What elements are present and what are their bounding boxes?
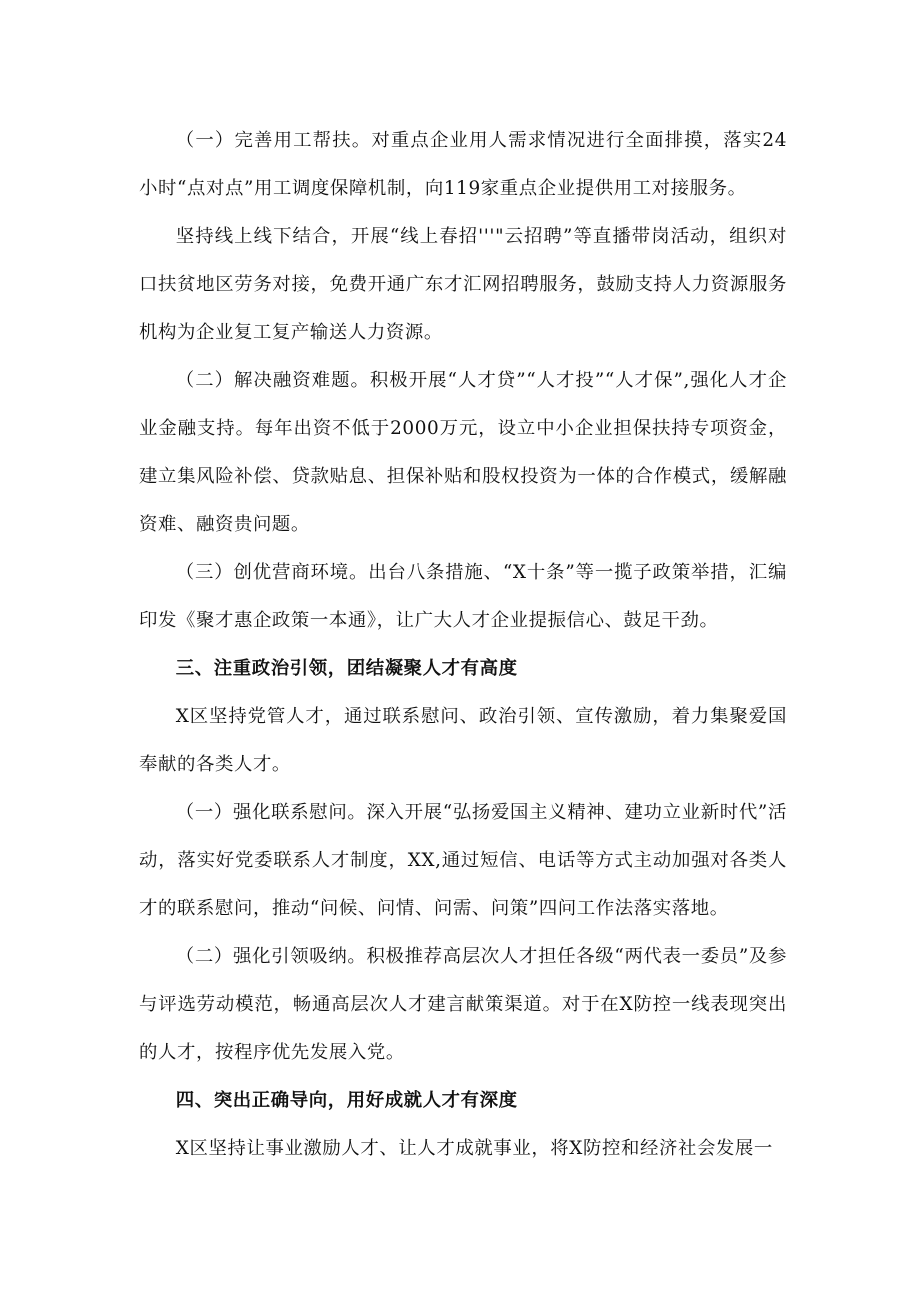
paragraph-guidance-absorption: （二）强化引领吸纳。积极推荐高层次人才担任各级“两代表一委员”及参与评选劳动模范，畅通高层次人才建言献策渠道。对于在X防控一线表现突出的人才，按程序优先发展入党。 (139, 946, 787, 1063)
section-heading-three: 三、注重政治引领，团结凝聚人才有高度 (175, 658, 518, 679)
paragraph-contact-visits: （一）强化联系慰问。深入开展“弘扬爱国主义精神、建功立业新时代”活动，落实好党委联系人才制度，XX,通过短信、电话等方式主动加强对各类人才的联系慰问，推动“问候、问情、问需、问策”四问工作法落实落地。 (139, 802, 787, 919)
section-heading-four: 四、突出正确导向，用好成就人才有深度 (175, 1090, 518, 1111)
paragraph-employment-support: （一）完善用工帮扶。对重点企业用人需求情况进行全面排摸，落实24小时“点对点”用工调度保障机制，向119家重点企业提供用工对接服务。 (139, 130, 787, 199)
paragraph-financing-problem: （二）解决融资难题。积极开展“人才贷”“人才投”“人才保”,强化人才企业金融支持。每年出资不低于2000万元，设立中小企业担保扶持专项资金，建立集风险补偿、贷款贴息、担保补贴和股权投资为一体的合作模式，缓解融资难、融资贵问题。 (139, 370, 787, 535)
paragraph-business-environment: （三）创优营商环境。出台八条措施、“X十条”等一揽子政策举措，汇编印发《聚才惠企政策一本通》，让广大人才企业提振信心、鼓足干劲。 (139, 562, 787, 631)
paragraph-career-motivation: X区坚持让事业激励人才、让人才成就事业，将X防控和经济社会发展一 (175, 1138, 773, 1159)
paragraph-online-offline-recruitment: 坚持线上线下结合，开展“线上春招'''"云招聘”等直播带岗活动，组织对口扶贫地区劳务对接，免费开通广东才汇网招聘服务，鼓励支持人力资源服务机构为企业复工复产输送人力资源。 (139, 226, 787, 343)
paragraph-party-management: X区坚持党管人才，通过联系慰问、政治引领、宣传激励，着力集聚爱国奉献的各类人才。 (139, 706, 787, 775)
